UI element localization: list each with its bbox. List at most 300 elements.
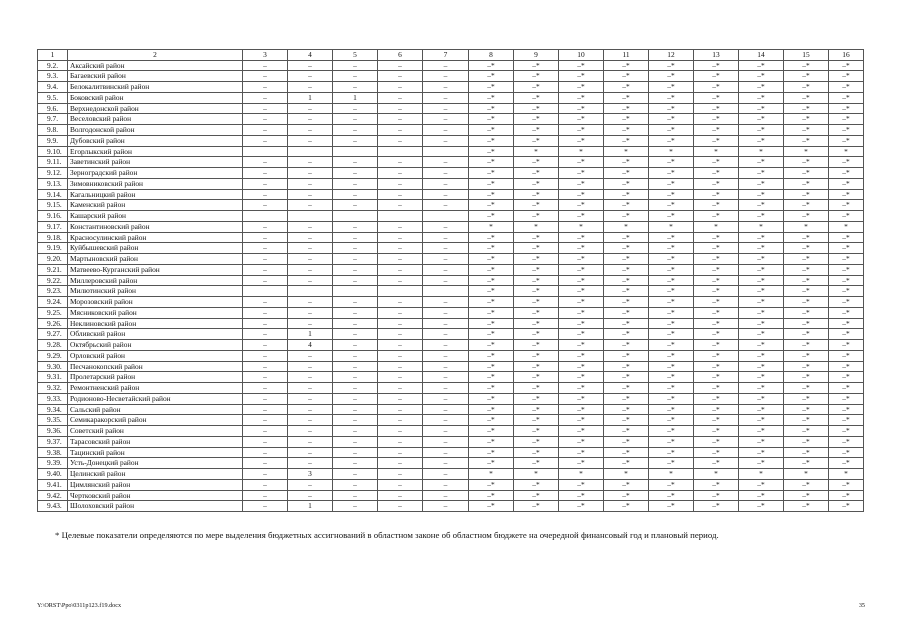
target-value-cell: *: [604, 146, 649, 157]
target-value-cell: –*: [829, 232, 864, 243]
district-name: Мартыновский район: [68, 254, 243, 265]
target-value-cell: –*: [784, 232, 829, 243]
table-row: [38, 60, 864, 71]
value-cell: –: [378, 60, 423, 71]
target-value-cell: –*: [559, 372, 604, 383]
target-value-cell: –*: [559, 189, 604, 200]
target-value-cell: –*: [604, 168, 649, 179]
value-cell: –: [378, 447, 423, 458]
target-value-cell: –*: [604, 501, 649, 512]
table-row: [38, 286, 864, 297]
target-value-cell: –*: [469, 361, 514, 372]
target-value-cell: –*: [784, 200, 829, 211]
value-cell: –: [243, 458, 288, 469]
target-value-cell: *: [604, 469, 649, 480]
target-value-cell: –*: [604, 178, 649, 189]
value-cell: –: [423, 82, 469, 93]
district-name: Волгодонской район: [68, 125, 243, 136]
value-cell: –: [378, 415, 423, 426]
target-value-cell: *: [739, 146, 784, 157]
target-value-cell: –*: [514, 232, 559, 243]
row-number: 9.3.: [38, 71, 68, 82]
value-cell: –: [288, 383, 333, 394]
table-row: [38, 404, 864, 415]
page-number: 35: [858, 602, 865, 609]
target-value-cell: –*: [514, 318, 559, 329]
value-cell: 1: [288, 329, 333, 340]
column-number-header: 9: [514, 50, 559, 61]
target-value-cell: –*: [514, 501, 559, 512]
target-value-cell: –*: [469, 340, 514, 351]
value-cell: –: [243, 297, 288, 308]
value-cell: –: [333, 125, 378, 136]
row-number: 9.10.: [38, 146, 68, 157]
target-value-cell: –*: [739, 125, 784, 136]
column-number-header: 5: [333, 50, 378, 61]
value-cell: –: [423, 393, 469, 404]
value-cell: –: [423, 436, 469, 447]
target-value-cell: *: [514, 469, 559, 480]
column-number-header: 15: [784, 50, 829, 61]
value-cell: –: [423, 178, 469, 189]
target-value-cell: –*: [649, 168, 694, 179]
value-cell: 3: [288, 469, 333, 480]
value-cell: –: [423, 350, 469, 361]
district-name: Егорлыкский район: [68, 146, 243, 157]
value-cell: –: [333, 318, 378, 329]
value-cell: –: [288, 297, 333, 308]
target-value-cell: –*: [739, 92, 784, 103]
target-value-cell: –*: [514, 178, 559, 189]
target-value-cell: –*: [604, 114, 649, 125]
value-cell: –: [423, 243, 469, 254]
target-value-cell: –*: [829, 404, 864, 415]
value-cell: –: [378, 361, 423, 372]
target-value-cell: –*: [649, 329, 694, 340]
row-number: 9.11.: [38, 157, 68, 168]
row-number: 9.12.: [38, 168, 68, 179]
target-value-cell: *: [514, 146, 559, 157]
district-name: Усть-Донецкий район: [68, 458, 243, 469]
target-value-cell: –*: [514, 60, 559, 71]
value-cell: –: [378, 254, 423, 265]
target-value-cell: –*: [604, 157, 649, 168]
value-cell: –: [378, 135, 423, 146]
value-cell: –: [288, 221, 333, 232]
target-value-cell: *: [784, 146, 829, 157]
target-value-cell: –*: [829, 307, 864, 318]
row-number: 9.24.: [38, 297, 68, 308]
target-value-cell: –*: [829, 254, 864, 265]
target-value-cell: –*: [694, 275, 739, 286]
table-row: [38, 297, 864, 308]
target-value-cell: –*: [469, 404, 514, 415]
target-value-cell: –*: [829, 458, 864, 469]
target-value-cell: –*: [739, 329, 784, 340]
value-cell: –: [288, 415, 333, 426]
value-cell: –: [243, 329, 288, 340]
table-row: [38, 178, 864, 189]
row-number: 9.31.: [38, 372, 68, 383]
row-number: 9.5.: [38, 92, 68, 103]
target-value-cell: –*: [514, 168, 559, 179]
row-number: 9.34.: [38, 404, 68, 415]
target-value-cell: –*: [604, 135, 649, 146]
target-value-cell: –*: [604, 318, 649, 329]
target-value-cell: –*: [694, 178, 739, 189]
value-cell: –: [423, 103, 469, 114]
district-name: Советский район: [68, 426, 243, 437]
target-value-cell: –*: [694, 264, 739, 275]
value-cell: –: [288, 361, 333, 372]
value-cell: [243, 146, 288, 157]
target-value-cell: –*: [604, 479, 649, 490]
row-number: 9.43.: [38, 501, 68, 512]
target-value-cell: –*: [604, 254, 649, 265]
target-value-cell: –*: [514, 125, 559, 136]
value-cell: –: [333, 479, 378, 490]
target-value-cell: –*: [829, 114, 864, 125]
target-value-cell: –*: [784, 243, 829, 254]
target-value-cell: –*: [649, 264, 694, 275]
target-value-cell: –*: [469, 275, 514, 286]
district-name: Белокалитвинский район: [68, 82, 243, 93]
value-cell: 1: [288, 92, 333, 103]
row-number: 9.7.: [38, 114, 68, 125]
row-number: 9.42.: [38, 490, 68, 501]
target-value-cell: –*: [649, 383, 694, 394]
target-value-cell: *: [739, 221, 784, 232]
target-value-cell: –*: [469, 71, 514, 82]
district-name: Багаевский район: [68, 71, 243, 82]
value-cell: –: [423, 458, 469, 469]
target-value-cell: –*: [694, 103, 739, 114]
target-value-cell: –*: [784, 189, 829, 200]
district-name: Верхнедонской район: [68, 103, 243, 114]
district-name: Шолоховский район: [68, 501, 243, 512]
target-value-cell: –*: [739, 297, 784, 308]
target-value-cell: –*: [559, 350, 604, 361]
target-value-cell: –*: [604, 92, 649, 103]
row-number: 9.27.: [38, 329, 68, 340]
value-cell: [243, 286, 288, 297]
target-value-cell: *: [469, 469, 514, 480]
value-cell: –: [243, 264, 288, 275]
value-cell: –: [378, 383, 423, 394]
district-name: Боковский район: [68, 92, 243, 103]
value-cell: –: [378, 157, 423, 168]
target-value-cell: –*: [559, 200, 604, 211]
target-value-cell: –*: [604, 340, 649, 351]
target-value-cell: –*: [694, 60, 739, 71]
table-row: [38, 318, 864, 329]
column-number-header: 12: [649, 50, 694, 61]
value-cell: –: [288, 275, 333, 286]
target-value-cell: –*: [784, 415, 829, 426]
target-value-cell: –*: [694, 415, 739, 426]
value-cell: –: [243, 307, 288, 318]
value-cell: –: [333, 415, 378, 426]
target-value-cell: –*: [784, 157, 829, 168]
target-value-cell: –*: [469, 297, 514, 308]
target-value-cell: –*: [829, 350, 864, 361]
value-cell: –: [333, 189, 378, 200]
value-cell: –: [378, 393, 423, 404]
value-cell: –: [378, 458, 423, 469]
district-name: Дубовский район: [68, 135, 243, 146]
target-value-cell: –*: [784, 178, 829, 189]
target-value-cell: –*: [649, 458, 694, 469]
value-cell: –: [333, 275, 378, 286]
row-number: 9.26.: [38, 318, 68, 329]
target-value-cell: –*: [829, 275, 864, 286]
target-value-cell: –*: [739, 340, 784, 351]
value-cell: [333, 211, 378, 222]
district-name: Пролетарский район: [68, 372, 243, 383]
target-value-cell: –*: [604, 372, 649, 383]
table-row: [38, 350, 864, 361]
row-number: 9.2.: [38, 60, 68, 71]
value-cell: –: [288, 479, 333, 490]
row-number: 9.21.: [38, 264, 68, 275]
value-cell: –: [243, 103, 288, 114]
target-value-cell: –*: [784, 60, 829, 71]
target-value-cell: –*: [604, 82, 649, 93]
district-name: Тацинский район: [68, 447, 243, 458]
target-value-cell: –*: [514, 393, 559, 404]
value-cell: –: [333, 372, 378, 383]
target-value-cell: *: [649, 469, 694, 480]
value-cell: –: [378, 307, 423, 318]
value-cell: –: [333, 350, 378, 361]
target-value-cell: –*: [514, 436, 559, 447]
row-number: 9.14.: [38, 189, 68, 200]
target-value-cell: –*: [784, 340, 829, 351]
target-value-cell: –*: [739, 157, 784, 168]
target-value-cell: –*: [739, 82, 784, 93]
target-value-cell: –*: [514, 135, 559, 146]
target-value-cell: –*: [739, 404, 784, 415]
value-cell: –: [378, 82, 423, 93]
value-cell: –: [288, 125, 333, 136]
value-cell: –: [333, 307, 378, 318]
row-number: 9.41.: [38, 479, 68, 490]
table-row: [38, 447, 864, 458]
value-cell: –: [243, 135, 288, 146]
value-cell: –: [378, 490, 423, 501]
district-name: Октябрьский район: [68, 340, 243, 351]
target-value-cell: –*: [829, 286, 864, 297]
target-value-cell: –*: [649, 114, 694, 125]
target-value-cell: –*: [514, 415, 559, 426]
target-value-cell: –*: [739, 103, 784, 114]
target-value-cell: –*: [739, 189, 784, 200]
target-value-cell: –*: [829, 361, 864, 372]
target-value-cell: –*: [469, 103, 514, 114]
value-cell: –: [288, 232, 333, 243]
target-value-cell: –*: [469, 211, 514, 222]
value-cell: –: [378, 189, 423, 200]
target-value-cell: –*: [469, 436, 514, 447]
target-value-cell: –*: [784, 361, 829, 372]
target-value-cell: –*: [559, 71, 604, 82]
target-value-cell: –*: [829, 372, 864, 383]
target-value-cell: –*: [604, 350, 649, 361]
value-cell: –: [378, 501, 423, 512]
target-value-cell: –*: [739, 383, 784, 394]
table-row: [38, 254, 864, 265]
value-cell: –: [333, 436, 378, 447]
value-cell: –: [333, 243, 378, 254]
value-cell: –: [333, 232, 378, 243]
value-cell: –: [333, 383, 378, 394]
target-value-cell: –*: [739, 71, 784, 82]
value-cell: –: [333, 114, 378, 125]
target-value-cell: –*: [829, 92, 864, 103]
value-cell: –: [423, 92, 469, 103]
target-value-cell: –*: [829, 264, 864, 275]
target-value-cell: –*: [559, 501, 604, 512]
district-name: Веселовский район: [68, 114, 243, 125]
target-value-cell: –*: [559, 125, 604, 136]
value-cell: –: [378, 200, 423, 211]
target-value-cell: –*: [694, 329, 739, 340]
target-value-cell: –*: [559, 232, 604, 243]
row-number: 9.22.: [38, 275, 68, 286]
file-path-footer: Y:\ORST\Ppo\0311p123.f19.docx: [37, 602, 122, 609]
table-row: [38, 436, 864, 447]
target-value-cell: –*: [739, 393, 784, 404]
value-cell: –: [378, 71, 423, 82]
target-value-cell: –*: [649, 415, 694, 426]
target-value-cell: –*: [739, 426, 784, 437]
target-value-cell: –*: [514, 114, 559, 125]
target-value-cell: –*: [649, 125, 694, 136]
value-cell: –: [243, 469, 288, 480]
value-cell: –: [288, 114, 333, 125]
table-row: [38, 383, 864, 394]
value-cell: –: [243, 415, 288, 426]
target-value-cell: –*: [559, 60, 604, 71]
target-value-cell: –*: [604, 243, 649, 254]
value-cell: –: [423, 232, 469, 243]
table-row: [38, 501, 864, 512]
value-cell: –: [423, 490, 469, 501]
district-name: Орловский район: [68, 350, 243, 361]
table-row: [38, 114, 864, 125]
target-value-cell: –*: [829, 490, 864, 501]
target-value-cell: –*: [649, 350, 694, 361]
target-value-cell: –*: [829, 157, 864, 168]
target-value-cell: –*: [694, 286, 739, 297]
target-value-cell: –*: [739, 232, 784, 243]
district-name: Ремонтненский район: [68, 383, 243, 394]
target-value-cell: –*: [829, 329, 864, 340]
target-value-cell: –*: [469, 329, 514, 340]
target-value-cell: –*: [514, 71, 559, 82]
column-number-header: 3: [243, 50, 288, 61]
target-value-cell: –*: [784, 264, 829, 275]
target-value-cell: –*: [559, 178, 604, 189]
value-cell: –: [333, 501, 378, 512]
target-value-cell: –*: [604, 125, 649, 136]
target-value-cell: –*: [739, 436, 784, 447]
target-value-cell: –*: [559, 447, 604, 458]
value-cell: –: [423, 275, 469, 286]
target-value-cell: –*: [559, 361, 604, 372]
row-number: 9.8.: [38, 125, 68, 136]
table-row: [38, 211, 864, 222]
district-name: Красносулинский район: [68, 232, 243, 243]
table-row: [38, 221, 864, 232]
target-value-cell: –*: [514, 286, 559, 297]
target-value-cell: –*: [559, 286, 604, 297]
target-value-cell: –*: [784, 404, 829, 415]
value-cell: –: [423, 415, 469, 426]
target-value-cell: –*: [739, 211, 784, 222]
target-value-cell: –*: [649, 60, 694, 71]
value-cell: –: [378, 479, 423, 490]
target-value-cell: –*: [784, 501, 829, 512]
district-name: Морозовский район: [68, 297, 243, 308]
target-value-cell: –*: [829, 243, 864, 254]
row-number: 9.36.: [38, 426, 68, 437]
value-cell: –: [378, 92, 423, 103]
target-value-cell: –*: [829, 383, 864, 394]
value-cell: –: [378, 103, 423, 114]
target-value-cell: –*: [739, 254, 784, 265]
district-name: Родионово-Несветайский район: [68, 393, 243, 404]
target-value-cell: –*: [469, 243, 514, 254]
target-value-cell: –*: [559, 426, 604, 437]
target-value-cell: –*: [649, 254, 694, 265]
target-value-cell: –*: [604, 232, 649, 243]
target-value-cell: –*: [604, 404, 649, 415]
table-row: [38, 307, 864, 318]
target-value-cell: –*: [649, 103, 694, 114]
target-value-cell: –*: [694, 307, 739, 318]
target-value-cell: –*: [469, 479, 514, 490]
value-cell: –: [378, 436, 423, 447]
target-value-cell: –*: [829, 393, 864, 404]
target-value-cell: –*: [604, 426, 649, 437]
value-cell: –: [333, 264, 378, 275]
value-cell: –: [243, 178, 288, 189]
target-value-cell: –*: [604, 103, 649, 114]
target-value-cell: –*: [469, 114, 514, 125]
target-value-cell: –*: [784, 318, 829, 329]
column-number-header: 6: [378, 50, 423, 61]
target-value-cell: –*: [649, 232, 694, 243]
value-cell: –: [243, 157, 288, 168]
target-value-cell: –*: [469, 372, 514, 383]
target-value-cell: –*: [739, 458, 784, 469]
value-cell: –: [423, 383, 469, 394]
value-cell: –: [378, 264, 423, 275]
target-value-cell: –*: [829, 135, 864, 146]
target-value-cell: –*: [694, 254, 739, 265]
target-value-cell: –*: [694, 71, 739, 82]
value-cell: –: [288, 318, 333, 329]
target-value-cell: –*: [469, 157, 514, 168]
value-cell: –: [333, 60, 378, 71]
value-cell: –: [288, 103, 333, 114]
value-cell: –: [288, 436, 333, 447]
table-row: [38, 329, 864, 340]
target-value-cell: *: [604, 221, 649, 232]
value-cell: –: [378, 297, 423, 308]
target-value-cell: –*: [649, 243, 694, 254]
